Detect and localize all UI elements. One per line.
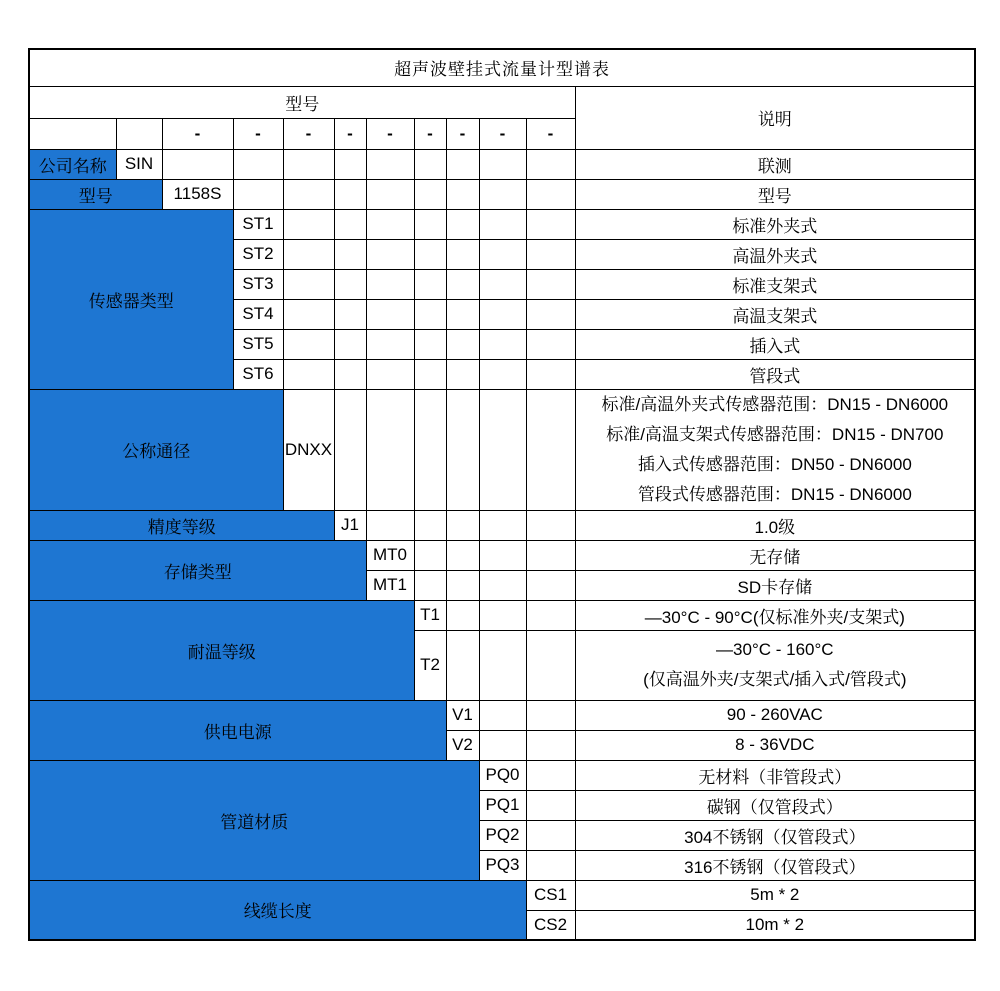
empty-cell [414,239,446,269]
dash-cell: - [283,118,334,149]
desc-cell-accuracy: 1.0级 [575,510,975,540]
empty-cell [479,299,526,329]
empty-cell [526,359,575,389]
desc-cell-t2 [575,630,975,700]
empty-cell [414,389,446,510]
empty-cell [526,510,575,540]
empty-cell [479,179,526,209]
dash-cell: - [366,118,414,149]
empty-cell [446,540,479,570]
code-cell-st6: ST6 [233,359,283,389]
desc-cell-st6: 管段式 [575,359,975,389]
empty-cell [283,329,334,359]
empty-cell [479,700,526,730]
empty-cell [233,149,283,179]
desc-cell-st2: 高温外夹式 [575,239,975,269]
empty-cell [334,359,366,389]
empty-cell [446,329,479,359]
empty-cell [526,179,575,209]
empty-cell [334,389,366,510]
empty-cell [446,570,479,600]
dash-cell: - [162,118,233,149]
empty-cell [526,329,575,359]
empty-cell [446,600,479,630]
dash-cell: - [479,118,526,149]
desc-cell-cs2: 10m * 2 [575,910,975,940]
empty-cell [29,118,116,149]
dash-cell: - [446,118,479,149]
empty-cell [366,389,414,510]
empty-cell [479,389,526,510]
empty-cell [526,269,575,299]
empty-cell [334,239,366,269]
code-cell-v1: V1 [446,700,479,730]
empty-cell [446,389,479,510]
desc-cell-mt1: SD卡存储 [575,570,975,600]
empty-cell [526,209,575,239]
empty-cell [366,239,414,269]
desc-cell-pq3: 316不锈钢（仅管段式） [575,850,975,880]
section-label-power: 供电电源 [29,700,446,760]
empty-cell [479,570,526,600]
empty-cell [283,239,334,269]
code-cell-st4: ST4 [233,299,283,329]
empty-cell [446,179,479,209]
empty-cell [414,299,446,329]
empty-cell [446,209,479,239]
section-label-temperature: 耐温等级 [29,600,414,700]
empty-cell [366,269,414,299]
code-cell-st1: ST1 [233,209,283,239]
empty-cell [526,760,575,790]
code-cell-pq3: PQ3 [479,850,526,880]
dash-cell: - [526,118,575,149]
empty-cell [366,359,414,389]
empty-cell [526,820,575,850]
desc-cell-st1: 标准外夹式 [575,209,975,239]
empty-cell [526,630,575,700]
empty-cell [366,299,414,329]
diameter-range-insertion: 插入式传感器范围：DN50 - DN6000 [637,454,912,474]
desc-cell-t1: —30°C - 90°C(仅标准外夹/支架式) [575,600,975,630]
diameter-range-bracket: 标准/高温支架式传感器范围：DN15 - DN700 [606,424,944,444]
empty-cell [233,179,283,209]
code-cell-pq2: PQ2 [479,820,526,850]
empty-cell [283,269,334,299]
empty-cell [366,149,414,179]
desc-cell-v1: 90 - 260VAC [575,700,975,730]
code-cell-dnxx: DNXX [283,389,334,510]
model-header-cell: 型号 [29,86,575,118]
empty-cell [334,179,366,209]
empty-cell [414,149,446,179]
desc-cell-pq0: 无材料（非管段式） [575,760,975,790]
desc-cell-cs1: 5m * 2 [575,880,975,910]
empty-cell [414,359,446,389]
empty-cell [479,730,526,760]
dash-cell: - [334,118,366,149]
empty-cell [283,359,334,389]
code-cell-st3: ST3 [233,269,283,299]
empty-cell [446,149,479,179]
diameter-range-pipe: 管段式传感器范围：DN15 - DN6000 [637,484,912,504]
empty-cell [446,359,479,389]
empty-cell [446,239,479,269]
empty-cell [526,570,575,600]
section-label-company: 公司名称 [29,149,116,179]
empty-cell [366,329,414,359]
empty-cell [526,540,575,570]
code-cell-cs1: CS1 [526,880,575,910]
code-cell-j1: J1 [334,510,366,540]
empty-cell [414,209,446,239]
empty-cell [526,850,575,880]
empty-cell [414,269,446,299]
empty-cell [526,299,575,329]
empty-cell [414,329,446,359]
desc-cell-mt0: 无存储 [575,540,975,570]
diameter-range-clamp: 标准/高温外夹式传感器范围：DN15 - DN6000 [601,394,949,414]
desc-cell-st3: 标准支架式 [575,269,975,299]
empty-cell [283,209,334,239]
code-cell-pq0: PQ0 [479,760,526,790]
empty-cell [334,329,366,359]
desc-cell-st5: 插入式 [575,329,975,359]
section-label-model: 型号 [29,179,162,209]
empty-cell [479,540,526,570]
empty-cell [479,239,526,269]
empty-cell [479,510,526,540]
code-cell-sin: SIN [116,149,162,179]
empty-cell [479,329,526,359]
empty-cell [446,630,479,700]
empty-cell [526,700,575,730]
code-cell-mt1: MT1 [366,570,414,600]
empty-cell [479,269,526,299]
empty-cell [414,510,446,540]
section-label-accuracy: 精度等级 [29,510,334,540]
empty-cell [479,149,526,179]
desc-cell-nominal-diameter [575,389,975,510]
empty-cell [366,179,414,209]
section-label-pipe-material: 管道材质 [29,760,479,880]
empty-cell [526,730,575,760]
empty-cell [414,570,446,600]
empty-cell [116,118,162,149]
empty-cell [479,630,526,700]
empty-cell [414,540,446,570]
empty-cell [334,209,366,239]
empty-cell [526,600,575,630]
code-cell-pq1: PQ1 [479,790,526,820]
empty-cell [162,149,233,179]
code-cell-cs2: CS2 [526,910,575,940]
code-cell-1158s: 1158S [162,179,233,209]
empty-cell [283,149,334,179]
empty-cell [526,389,575,510]
empty-cell [526,790,575,820]
code-cell-t2: T2 [414,630,446,700]
desc-cell-pq1: 碳钢（仅管段式） [575,790,975,820]
t2-range: —30°C - 160°C [716,640,834,659]
dash-cell: - [414,118,446,149]
code-cell-mt0: MT0 [366,540,414,570]
code-cell-st5: ST5 [233,329,283,359]
empty-cell [283,179,334,209]
t2-applicability: (仅高温外夹/支架式/插入式/管段式) [643,670,907,689]
section-label-sensor-type: 传感器类型 [29,209,233,389]
empty-cell [479,600,526,630]
empty-cell [446,510,479,540]
desc-cell-v2: 8 - 36VDC [575,730,975,760]
empty-cell [334,299,366,329]
empty-cell [446,269,479,299]
empty-cell [479,209,526,239]
empty-cell [526,149,575,179]
empty-cell [334,149,366,179]
empty-cell [334,269,366,299]
empty-cell [283,299,334,329]
section-label-cable-length: 线缆长度 [29,880,526,940]
desc-cell-model: 型号 [575,179,975,209]
desc-cell-st4: 高温支架式 [575,299,975,329]
dash-cell: - [233,118,283,149]
empty-cell [446,299,479,329]
desc-cell-pq2: 304不锈钢（仅管段式） [575,820,975,850]
section-label-nominal-diameter: 公称通径 [29,389,283,510]
section-label-storage: 存储类型 [29,540,366,600]
empty-cell [414,179,446,209]
code-cell-t1: T1 [414,600,446,630]
empty-cell [479,359,526,389]
empty-cell [366,209,414,239]
empty-cell [526,239,575,269]
desc-cell-company: 联测 [575,149,975,179]
empty-cell [366,510,414,540]
table-title: 超声波壁挂式流量计型谱表 [29,49,975,86]
code-cell-v2: V2 [446,730,479,760]
model-spec-table [28,48,976,941]
desc-header-cell: 说明 [575,86,975,149]
code-cell-st2: ST2 [233,239,283,269]
